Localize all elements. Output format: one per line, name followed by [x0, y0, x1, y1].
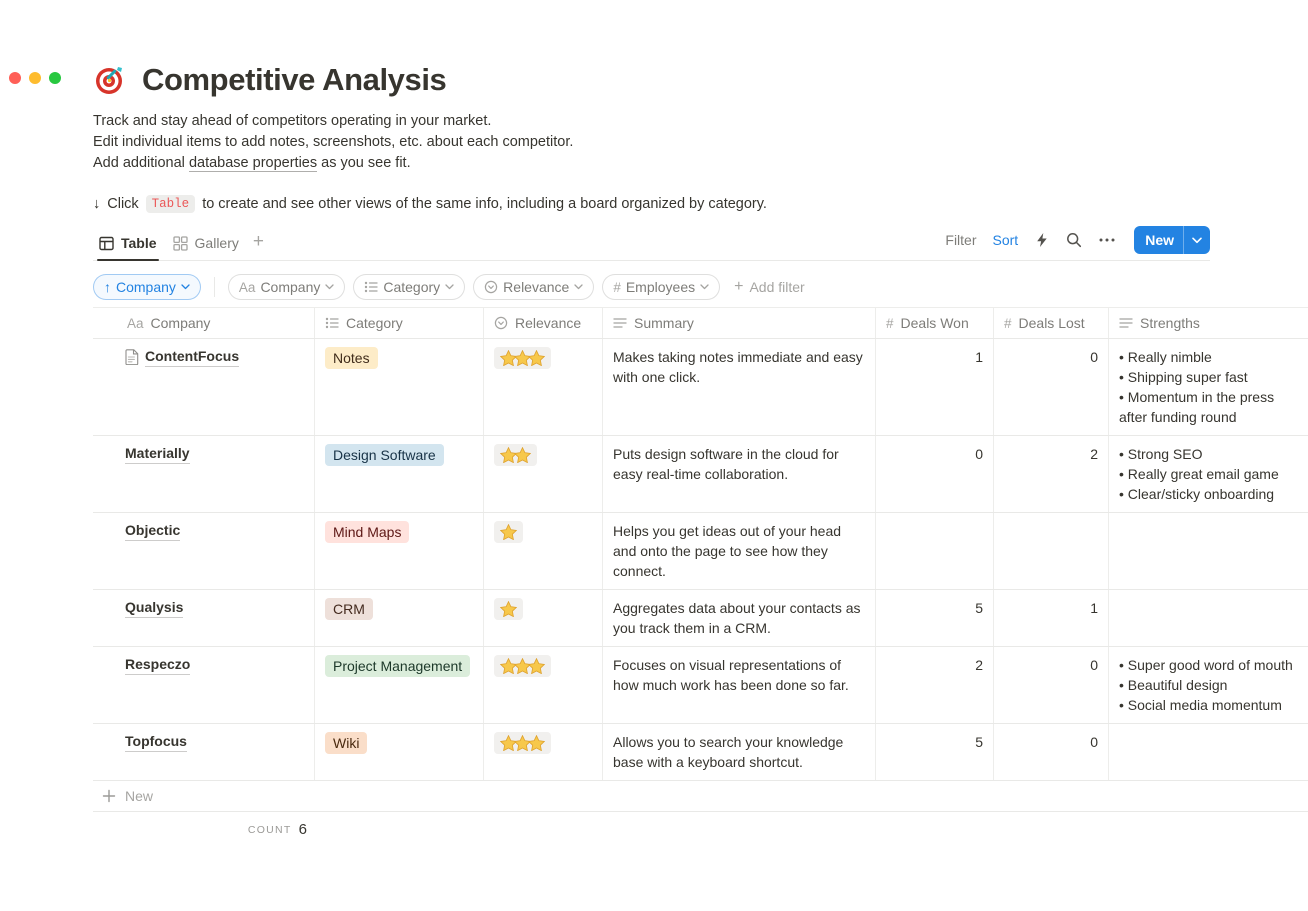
cell-deals-lost[interactable]: 0	[994, 339, 1109, 435]
sort-pill-company[interactable]: ↑ Company	[93, 274, 201, 300]
new-button-label[interactable]: New	[1145, 232, 1174, 248]
add-view-button[interactable]: +	[252, 231, 264, 252]
category-tag: CRM	[325, 598, 373, 620]
list-property-icon	[325, 316, 339, 330]
cell-summary[interactable]: Focuses on visual representations of how much work has been done so far.	[603, 647, 876, 723]
cell-strengths[interactable]	[1109, 647, 1308, 723]
category-tag: Mind Maps	[325, 521, 409, 543]
filter-button[interactable]: Filter	[945, 232, 977, 248]
cell-deals-lost[interactable]: 1	[994, 590, 1109, 646]
column-header-deals-won[interactable]	[876, 308, 994, 338]
page-document-icon	[125, 349, 139, 365]
chevron-down-icon	[325, 284, 334, 290]
table-row-objectic[interactable]	[93, 513, 1308, 590]
cell-deals-won[interactable]: 2	[876, 647, 994, 723]
star-rating-1	[494, 598, 523, 620]
tab-label: Table	[121, 235, 157, 251]
cell-relevance[interactable]	[484, 590, 603, 646]
company-name-link[interactable]: Qualysis	[125, 598, 183, 618]
column-header-relevance[interactable]	[484, 308, 603, 338]
column-label: Deals Lost	[1018, 315, 1085, 331]
sort-ascending-icon: ↑	[104, 279, 111, 295]
table-row-respeczo[interactable]	[93, 647, 1308, 724]
strength-item: • Social media momentum	[1119, 697, 1282, 713]
table-header-row	[93, 307, 1308, 339]
category-tag: Wiki	[325, 732, 367, 754]
cell-strengths[interactable]	[1109, 724, 1308, 780]
page-title: Competitive Analysis	[142, 62, 447, 97]
add-filter-button[interactable]: + Add filter	[734, 278, 805, 295]
cell-deals-lost[interactable]	[994, 513, 1109, 589]
text-property-icon	[613, 316, 627, 330]
filter-pill-category[interactable]	[353, 274, 465, 300]
strength-item: • Beautiful design	[1119, 677, 1228, 693]
company-name-link[interactable]: Respeczo	[125, 655, 190, 675]
cell-category[interactable]	[315, 436, 484, 512]
cell-summary[interactable]: Puts design software in the cloud for easy real-time collaboration.	[603, 436, 876, 512]
cell-deals-won[interactable]: 5	[876, 590, 994, 646]
cell-strengths[interactable]	[1109, 436, 1308, 512]
pill-label: Category	[383, 279, 441, 295]
count-calculation[interactable]	[93, 812, 315, 838]
callout-line: ↓ Click Table to create and see other views of the same info, including a board organized by category.	[93, 196, 767, 212]
hash-property-icon: #	[1004, 315, 1012, 331]
strength-item: • Clear/sticky onboarding	[1119, 486, 1275, 502]
chevron-down-icon	[181, 284, 190, 290]
column-header-deals-lost[interactable]	[994, 308, 1109, 338]
table-row-qualysis[interactable]	[93, 590, 1308, 647]
cell-relevance[interactable]	[484, 724, 603, 780]
column-label: Summary	[634, 315, 694, 331]
pill-divider	[214, 277, 215, 297]
company-name-link[interactable]: Topfocus	[125, 732, 187, 752]
filter-pill-company[interactable]	[228, 274, 345, 300]
property-pills	[228, 274, 720, 300]
cell-category[interactable]	[315, 339, 484, 435]
cell-company[interactable]	[93, 513, 315, 589]
description-line: Add additional database properties as you see fit.	[93, 155, 411, 171]
cell-deals-won[interactable]: 0	[876, 436, 994, 512]
strength-item: • Momentum in the press after funding round	[1119, 389, 1275, 425]
cell-strengths[interactable]	[1109, 339, 1308, 435]
chevron-down-icon[interactable]	[1184, 237, 1210, 244]
target-dart-emoji	[93, 62, 129, 98]
table-row-contentfocus[interactable]	[93, 339, 1308, 436]
cell-relevance[interactable]	[484, 339, 603, 435]
new-button[interactable]	[1134, 226, 1210, 254]
strength-item: • Strong SEO	[1119, 446, 1203, 462]
column-label: Strengths	[1140, 315, 1200, 331]
filter-pill-relevance[interactable]	[473, 274, 594, 300]
page-description	[93, 111, 1308, 174]
plus-icon	[102, 789, 116, 803]
cell-deals-won[interactable]: 1	[876, 339, 994, 435]
cell-deals-lost[interactable]: 0	[994, 724, 1109, 780]
star-rating-1	[494, 521, 523, 543]
database-table	[93, 307, 1308, 838]
automations-bolt-icon[interactable]	[1034, 232, 1050, 248]
cell-summary[interactable]: Allows you to search your knowledge base with a keyboard shortcut.	[603, 724, 876, 780]
gallery-icon	[173, 236, 188, 251]
pill-label: Relevance	[503, 279, 570, 295]
chevron-down-icon	[700, 284, 709, 290]
star-rating-3	[494, 347, 551, 369]
cell-strengths[interactable]	[1109, 513, 1308, 589]
cell-deals-lost[interactable]: 0	[994, 647, 1109, 723]
maximize-window-button[interactable]	[49, 72, 61, 84]
cell-relevance[interactable]	[484, 513, 603, 589]
column-label: Deals Won	[900, 315, 969, 331]
plus-icon: +	[734, 278, 744, 295]
minimize-window-button[interactable]	[29, 72, 41, 84]
star-rating-3	[494, 655, 551, 677]
strength-item: • Really great email game	[1119, 466, 1279, 482]
filter-row	[93, 274, 1308, 300]
chevron-down-icon	[574, 284, 583, 290]
select-property-icon	[494, 316, 508, 330]
cell-company[interactable]	[93, 647, 315, 723]
select-icon	[484, 280, 498, 294]
category-tag: Notes	[325, 347, 378, 369]
window-controls	[9, 72, 61, 84]
star-rating-2	[494, 444, 537, 466]
tab-gallery[interactable]	[167, 235, 245, 260]
star-rating-3	[494, 732, 551, 754]
cell-deals-won[interactable]	[876, 513, 994, 589]
new-row-button[interactable]: New	[93, 781, 1308, 812]
count-value: 6	[298, 821, 307, 838]
cell-company[interactable]	[93, 339, 315, 435]
column-header-category[interactable]	[315, 308, 484, 338]
strength-item: • Shipping super fast	[1119, 369, 1248, 385]
list-icon	[364, 280, 378, 294]
column-label: Relevance	[515, 315, 582, 331]
strength-item: • Really nimble	[1119, 349, 1212, 365]
column-label: Category	[346, 315, 403, 331]
hash-icon: #	[613, 279, 621, 295]
tab-label: Gallery	[194, 235, 239, 251]
hash-property-icon: #	[886, 315, 894, 331]
table-inline-code: Table	[146, 195, 196, 213]
table-row-topfocus[interactable]	[93, 724, 1308, 781]
chevron-down-icon	[445, 284, 454, 290]
pill-label: Employees	[625, 279, 696, 295]
tab-table[interactable]	[93, 235, 163, 260]
cell-strengths[interactable]	[1109, 590, 1308, 646]
text-property-icon	[1119, 316, 1133, 330]
view-bar	[93, 228, 1210, 261]
close-window-button[interactable]	[9, 72, 21, 84]
cell-company[interactable]	[93, 436, 315, 512]
cell-company[interactable]	[93, 724, 315, 780]
cell-company[interactable]	[93, 590, 315, 646]
view-tabs	[93, 228, 245, 260]
more-options-icon[interactable]	[1098, 232, 1116, 248]
column-header-summary[interactable]	[603, 308, 876, 338]
table-row-materially[interactable]	[93, 436, 1308, 513]
filter-pill-employees[interactable]	[602, 274, 720, 300]
search-icon[interactable]	[1066, 232, 1082, 248]
text-property-icon: Aa	[238, 279, 256, 295]
description-line: Edit individual items to add notes, screenshots, etc. about each competitor.	[93, 134, 574, 150]
company-name-link[interactable]: Materially	[125, 444, 190, 464]
company-name-link[interactable]: Objectic	[125, 521, 180, 541]
cell-deals-lost[interactable]: 2	[994, 436, 1109, 512]
company-name-link[interactable]: ContentFocus	[145, 347, 239, 367]
down-arrow-icon: ↓	[93, 196, 101, 212]
category-tag: Design Software	[325, 444, 444, 466]
column-header-strengths[interactable]	[1109, 308, 1308, 338]
cell-relevance[interactable]	[484, 647, 603, 723]
column-header-company[interactable]	[93, 308, 315, 338]
description-line: Track and stay ahead of competitors operating in your market.	[93, 113, 492, 129]
sort-button[interactable]: Sort	[992, 232, 1019, 248]
cell-category[interactable]	[315, 590, 484, 646]
cell-summary[interactable]: Helps you get ideas out of your head and onto the page to see how they connect.	[603, 513, 876, 589]
cell-category[interactable]	[315, 724, 484, 780]
category-tag: Project Management	[325, 655, 470, 677]
column-label: Company	[150, 315, 211, 331]
cell-summary[interactable]: Makes taking notes immediate and easy with one click.	[603, 339, 876, 435]
cell-summary[interactable]: Aggregates data about your contacts as you track them in a CRM.	[603, 590, 876, 646]
table-body	[93, 339, 1308, 781]
pill-label: Company	[260, 279, 321, 295]
strength-item: • Super good word of mouth	[1119, 657, 1293, 673]
cell-category[interactable]	[315, 513, 484, 589]
title-property-icon: Aa	[127, 315, 144, 331]
cell-deals-won[interactable]: 5	[876, 724, 994, 780]
count-label: COUNT	[247, 823, 292, 836]
table-icon	[99, 236, 114, 251]
cell-category[interactable]	[315, 647, 484, 723]
cell-relevance[interactable]	[484, 436, 603, 512]
database-properties-link[interactable]: database properties	[188, 155, 318, 171]
